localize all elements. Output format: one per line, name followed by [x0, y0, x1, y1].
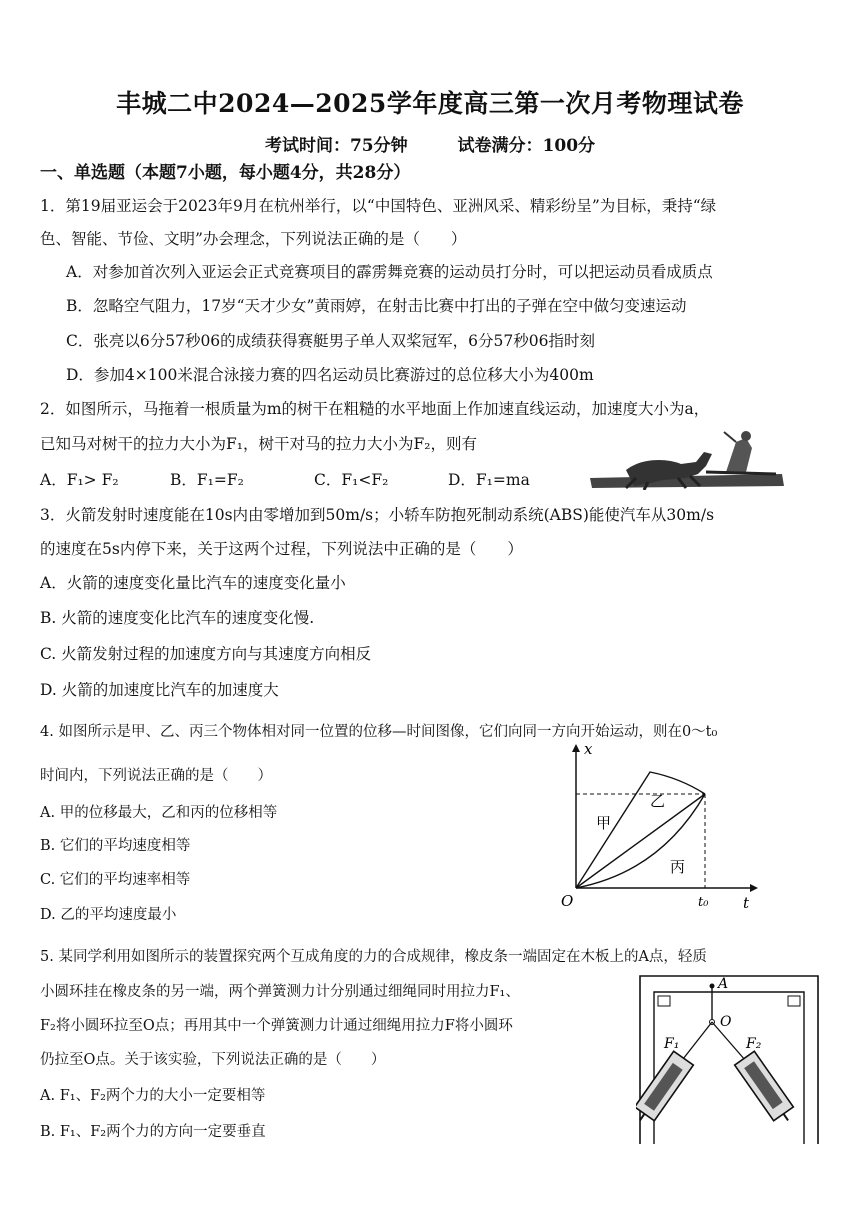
section-heading: 一、单选题（本题7小题，每小题4分，共28分） — [40, 163, 411, 183]
t-axis-label: t — [743, 894, 750, 910]
q2-option-b: B．F₁=F₂ — [170, 471, 244, 489]
q2-stem-line2: 已知马对树干的拉力大小为F₁，树干对马的拉力大小为F₂，则有 — [40, 435, 477, 453]
q3-option-b: B. 火箭的速度变化比汽车的速度变化慢. — [40, 609, 315, 627]
q1-option-a: A．对参加首次列入亚运会正式竞赛项目的霹雳舞竞赛的运动员打分时，可以把运动员看成质点 — [66, 263, 713, 281]
q1-option-c: C．张亮以6分57秒06的成绩获得赛艇男子单人双桨冠军，6分57秒06指时刻 — [66, 332, 595, 350]
label-a: A — [718, 976, 729, 992]
q5-stem-line3: F₂将小圆环拉至O点；再用其中一个弹簧测力计通过细绳用拉力F将小圆环 — [40, 1018, 513, 1034]
horse-pulling-log-image — [586, 428, 788, 490]
q3-option-c: C. 火箭发射过程的加速度方向与其速度方向相反 — [40, 645, 372, 663]
t0-label: t₀ — [698, 895, 709, 910]
q1-stem-line2: 色、智能、节俭、文明”办会理念，下列说法正确的是（ ） — [40, 230, 467, 248]
q3-option-d: D. 火箭的加速度比汽车的加速度大 — [40, 681, 279, 699]
exam-title: 丰城二中2024—2025学年度高三第一次月考物理试卷 — [116, 89, 744, 118]
q4-stem-line2: 时间内，下列说法正确的是（ ） — [40, 768, 272, 784]
exam-score: 试卷满分：100分 — [457, 136, 596, 156]
q4-stem-line1: 4. 如图所示是甲、乙、丙三个物体相对同一位置的位移—时间图像，它们向同一方向开始运动，则在0～t₀ — [40, 724, 718, 740]
q2-option-d: D．F₁=ma — [448, 471, 530, 489]
exam-time: 考试时间：75分钟 — [264, 136, 408, 156]
label-o: O — [720, 1014, 732, 1030]
origin-label: O — [561, 892, 574, 910]
q5-option-b: B. F₁、F₂两个力的方向一定要垂直 — [40, 1124, 266, 1140]
q4-option-d: D. 乙的平均速度最小 — [40, 907, 177, 923]
xt-graph — [560, 742, 760, 910]
q2-option-c: C．F₁<F₂ — [314, 471, 389, 489]
x-axis-label: x — [584, 742, 593, 758]
spring-scale-left — [636, 1051, 693, 1127]
board-clip-left — [658, 996, 670, 1006]
q4-option-a: A. 甲的位移最大，乙和丙的位移相等 — [40, 805, 278, 821]
q2-stem-line1: 2．如图所示，马拖着一根质量为m的树干在粗糙的水平地面上作加速直线运动，加速度大小为a， — [40, 400, 710, 418]
q3-stem-line2: 的速度在5s内停下来，关于这两个过程，下列说法中正确的是（ ） — [40, 540, 523, 558]
q5-stem-line1: 5. 某同学利用如图所示的装置探究两个互成角度的力的合成规律，橡皮条一端固定在木板上的A点，轻质 — [40, 949, 707, 965]
q1-option-d: D．参加4×100米混合泳接力赛的四名运动员比赛游过的总位移大小为400m — [66, 366, 594, 384]
force-experiment-figure — [636, 970, 826, 1144]
q2-option-a: A．F₁> F₂ — [40, 471, 119, 489]
q1-option-b: B．忽略空气阻力，17岁“天才少女”黄雨婷，在射击比赛中打出的子弹在空中做匀变速运动 — [66, 297, 687, 315]
label-jia: 甲 — [596, 814, 612, 832]
label-f1: F₁ — [664, 1036, 680, 1052]
t-axis-arrow-icon — [750, 884, 758, 892]
q4-option-c: C. 它们的平均速率相等 — [40, 872, 191, 888]
q4-option-b: B. 它们的平均速度相等 — [40, 838, 191, 854]
exam-subtitle — [0, 131, 860, 156]
label-yi: 乙 — [650, 792, 666, 810]
q5-stem-line4: 仍拉至O点。关于该实验，下列说法正确的是（ ） — [40, 1052, 386, 1068]
board-clip-right — [788, 996, 800, 1006]
q1-stem-line1: 1．第19届亚运会于2023年9月在杭州举行，以“中国特色、亚洲风采、精彩纷呈”为目标，秉持“绿 — [40, 197, 717, 215]
x-axis-arrow-icon — [572, 744, 580, 752]
label-f2: F₂ — [746, 1036, 762, 1052]
label-bing: 丙 — [670, 858, 686, 876]
q5-stem-line2: 小圆环挂在橡皮条的另一端，两个弹簧测力计分别通过细绳同时用拉力F₁、 — [40, 984, 520, 1000]
curve-yi — [576, 794, 705, 888]
q5-option-a: A. F₁、F₂两个力的大小一定要相等 — [40, 1088, 266, 1104]
q3-stem-line1: 3．火箭发射时速度能在10s内由零增加到50m/s；小轿车防抱死制动系统(ABS)能使汽车从30m/s — [40, 506, 715, 524]
q3-option-a: A．火箭的速度变化量比汽车的速度变化量小 — [40, 574, 346, 592]
spring-scale-right — [735, 1051, 798, 1127]
